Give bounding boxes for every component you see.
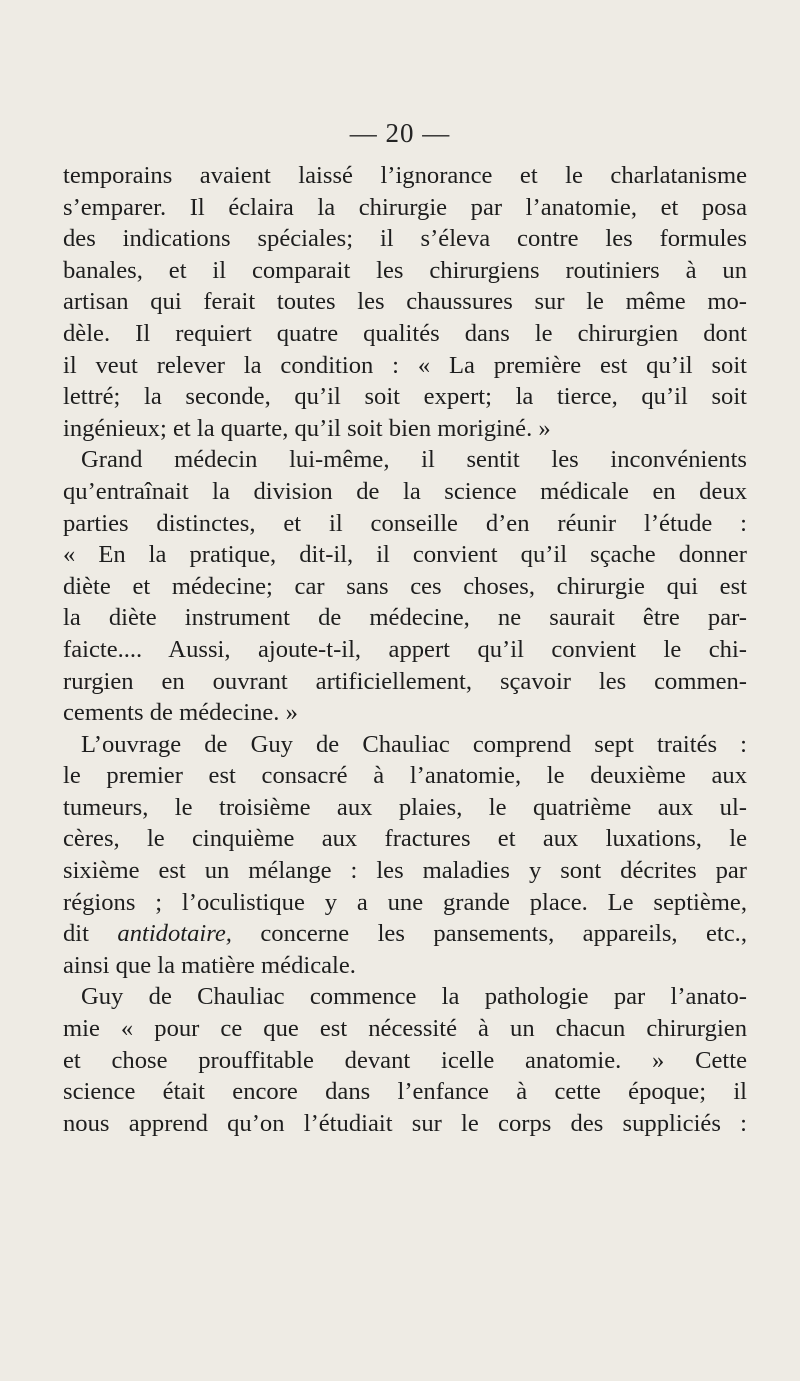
text-fragment: concerne les pansements, appareils, etc., bbox=[260, 920, 747, 948]
text-line-with-italic bbox=[63, 918, 747, 950]
paragraph-start-line: L’ouvrage de Guy de Chauliac comprend sept traités : bbox=[81, 730, 747, 758]
text-line: artisan qui ferait toutes les chaussures sur le même mo- bbox=[63, 288, 747, 316]
text-fragment: dit bbox=[63, 920, 89, 948]
text-line: la diète instrument de médecine, ne saurait être par- bbox=[63, 604, 747, 632]
text-line: tumeurs, le troisième aux plaies, le quatrième aux ul- bbox=[63, 793, 747, 821]
body-text bbox=[63, 160, 747, 1139]
text-line: mie « pour ce que est nécessité à un chacun chirurgien bbox=[63, 1015, 747, 1043]
text-line: régions ; l’oculistique y a une grande place. Le septième, bbox=[63, 888, 747, 916]
text-line: le premier est consacré à l’anatomie, le deuxième aux bbox=[63, 762, 747, 790]
text-line: banales, et il comparait les chirurgiens routiniers à un bbox=[63, 256, 747, 284]
text-line: lettré; la seconde, qu’il soit expert; la tierce, qu’il soit bbox=[63, 383, 747, 411]
text-line: science était encore dans l’enfance à cette époque; il bbox=[63, 1078, 747, 1106]
text-line: des indications spéciales; il s’éleva contre les formules bbox=[63, 225, 747, 253]
text-line: rurgien en ouvrant artificiellement, sçavoir les commen- bbox=[63, 667, 747, 695]
text-line: sixième est un mélange : les maladies y sont décrites par bbox=[63, 857, 747, 885]
text-line: et chose prouffitable devant icelle anatomie. » Cette bbox=[63, 1046, 747, 1074]
text-line: qu’entraînait la division de la science médicale en deux bbox=[63, 477, 747, 505]
text-line: nous apprend qu’on l’étudiait sur le corps des suppliciés : bbox=[63, 1109, 747, 1137]
text-line: il veut relever la condition : « La première est qu’il soit bbox=[63, 351, 747, 379]
paragraph-start-line: Grand médecin lui-même, il sentit les inconvénients bbox=[81, 446, 747, 474]
text-line: diète et médecine; car sans ces choses, chirurgie qui est bbox=[63, 572, 747, 600]
text-line: dèle. Il requiert quatre qualités dans le chirurgien dont bbox=[63, 319, 747, 347]
text-line: ainsi que la matière médicale. bbox=[63, 951, 356, 979]
text-line: temporains avaient laissé l’ignorance et le charlatanisme bbox=[63, 162, 747, 189]
text-line: « En la pratique, dit-il, il convient qu’il sçache donner bbox=[63, 541, 747, 569]
paragraph-start-line: Guy de Chauliac commence la pathologie par l’anato- bbox=[81, 983, 747, 1011]
page-number: — 20 — bbox=[349, 118, 451, 148]
text-line: cères, le cinquième aux fractures et aux luxations, le bbox=[63, 825, 747, 853]
text-line: cements de médecine. » bbox=[63, 699, 298, 727]
text-line: s’emparer. Il éclaira la chirurgie par l’anatomie, et posa bbox=[63, 193, 747, 221]
italic-term: antidotaire, bbox=[117, 920, 232, 948]
text-line: parties distinctes, et il conseille d’en réunir l’étude : bbox=[63, 509, 747, 537]
text-line: ingénieux; et la quarte, qu’il soit bien moriginé. » bbox=[63, 414, 551, 442]
text-line: faicte.... Aussi, ajoute-t-il, appert qu’il convient le chi- bbox=[63, 635, 747, 663]
